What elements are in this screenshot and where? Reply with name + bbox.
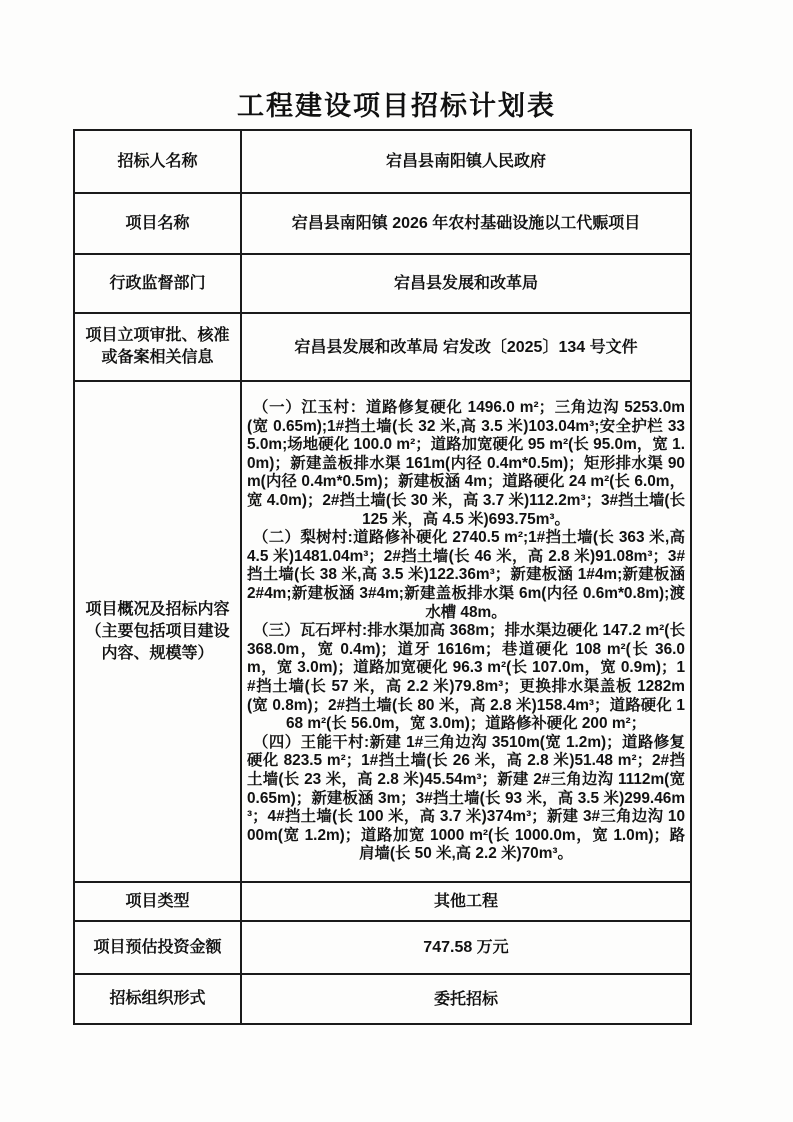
row-value-bidder-name: 宕昌县南阳镇人民政府 (241, 130, 691, 193)
row-value-bidding-organization-form: 委托招标 (241, 974, 691, 1024)
row-value-project-type: 其他工程 (241, 882, 691, 921)
project-details-paragraph-village-4: （四）王能干村:新建 1#三角边沟 3510m(宽 1.2m)；道路修复硬化 823.5 m²；1#挡土墙(长 26 米，高 2.8 米)51.48 m²；2#挡土墙(长 23 米，高 2.8 米)45.54m³；新建 2#三角边沟 1112m(宽 0.65m)；新建板涵 3m；3#挡土墙(长 93 米，高 3.5 米)299.46m³；4#挡土墙(长 100 米，高 3.7 米)374m³；新建 3#三角边沟 1000m(宽 1.2m)；道路加宽 1000 m²(长 1000.0m，宽 1.0m)；路肩墙(长 50 米,高 2.2 米)70m³。 (247, 733, 685, 863)
page-title: 工程建设项目招标计划表 (237, 91, 556, 121)
row-label-project-overview: 项目概况及招标内容（主要包括项目建设内容、规模等） (74, 381, 241, 882)
project-details-paragraph-village-2: （二）梨树村:道路修补硬化 2740.5 m²;1#挡土墙(长 363 米,高 4.5 米)1481.04m³；2#挡土墙(长 46 米，高 2.8 米)91.08m³；3#挡土墙(长 38 米,高 3.5 米)122.36m³；新建板涵 1#4m;新建板涵 2#4m;新建板涵 3#4m;新建盖板排水渠 6m(内径 0.6m*0.8m);渡水槽 48m。 (247, 529, 685, 621)
row-label-bidding-organization-form: 招标组织形式 (74, 974, 241, 1024)
bidding-plan-table (73, 129, 692, 1025)
row-label-project-type: 项目类型 (74, 882, 241, 921)
row-value-approval-info: 宕昌县发展和改革局 宕发改〔2025〕134 号文件 (241, 313, 691, 381)
table-row (74, 130, 691, 193)
row-value-project-name: 宕昌县南阳镇 2026 年农村基础设施以工代赈项目 (241, 193, 691, 254)
project-details-paragraph-village-1: （一）江玉村：道路修复硬化 1496.0 m²；三角边沟 5253.0m(宽 0.65m);1#挡土墙(长 32 米,高 3.5 米)103.04m³;安全护栏 335.0m;场地硬化 100.0 m²；道路加宽硬化 95 m²(长 95.0m，宽 1.0m)；新建盖板排水渠 161m(内径 0.4m*0.5m)；矩形排水渠 90m(内径 0.4m*0.5m)；新建板涵 4m；道路硬化 24 m²(长 6.0m，宽 4.0m)；2#挡土墙(长 30 米，高 3.7 米)112.2m³；3#挡土墙(长 125 米，高 4.5 米)693.75m³。 (247, 399, 685, 528)
table-row (74, 921, 691, 974)
table-row (74, 193, 691, 254)
table-row (74, 882, 691, 921)
row-label-project-name: 项目名称 (74, 193, 241, 254)
project-details-paragraph-village-3: （三）瓦石坪村:排水渠加高 368m；排水渠边硬化 147.2 m²(长 368.0m，宽 0.4m)；道牙 1616m；巷道硬化 108 m²(长 36.0m，宽 3.0m)；道路加宽硬化 96.3 m²(长 107.0m，宽 0.9m)；1#挡土墙(长 57 米，高 2.2 米)79.8m³；更换排水渠盖板 1282m(宽 0.8m)；2#挡土墙(长 80 米，高 2.8 米)158.4m³；道路硬化 168 m²(长 56.0m，宽 3.0m)；道路修补硬化 200 m²； (247, 622, 685, 733)
table-row (74, 313, 691, 381)
row-value-project-overview (241, 381, 691, 882)
row-value-supervision-dept: 宕昌县发展和改革局 (241, 254, 691, 313)
row-label-supervision-dept: 行政监督部门 (74, 254, 241, 313)
table-row (74, 974, 691, 1024)
table-row (74, 381, 691, 882)
table-row (74, 254, 691, 313)
row-label-bidder-name: 招标人名称 (74, 130, 241, 193)
row-value-estimated-investment: 747.58 万元 (241, 921, 691, 974)
row-label-approval-info: 项目立项审批、核准或备案相关信息 (74, 313, 241, 381)
row-label-estimated-investment: 项目预估投资金额 (74, 921, 241, 974)
